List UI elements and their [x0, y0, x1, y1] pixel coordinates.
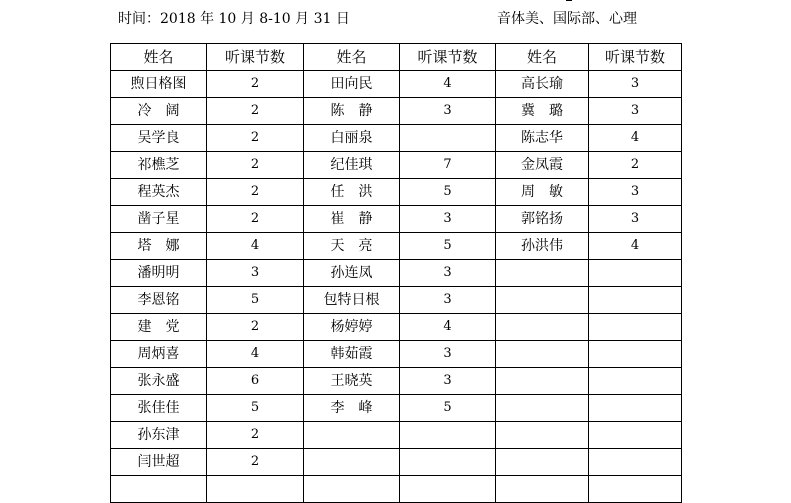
teacher-name-cell: 白丽泉: [304, 125, 400, 152]
lesson-count-cell: 2: [207, 125, 304, 152]
lesson-count-cell: 7: [400, 152, 496, 179]
teacher-name-cell: 杨婷婷: [304, 314, 400, 341]
teacher-name-cell: [496, 395, 589, 422]
lesson-count-cell: [589, 287, 682, 314]
teacher-name-cell: 李 峰: [304, 395, 400, 422]
teacher-name-cell: 张永盛: [111, 368, 207, 395]
lesson-count-cell: 4: [207, 233, 304, 260]
lesson-count-cell: [589, 449, 682, 476]
table-row: [111, 152, 682, 179]
lesson-count-cell: 5: [400, 395, 496, 422]
lesson-count-cell: [400, 449, 496, 476]
teacher-name-cell: [496, 260, 589, 287]
teacher-name-cell: 王晓英: [304, 368, 400, 395]
teacher-name-cell: [304, 449, 400, 476]
teacher-name-cell: 冀 璐: [496, 98, 589, 125]
teacher-name-cell: 吴学良: [111, 125, 207, 152]
lesson-count-cell: 3: [589, 206, 682, 233]
teacher-name-cell: 崔 静: [304, 206, 400, 233]
lesson-count-cell: 3: [589, 179, 682, 206]
lesson-count-cell: 3: [400, 368, 496, 395]
lesson-count-cell: 5: [207, 395, 304, 422]
teacher-name-cell: 陈 静: [304, 98, 400, 125]
date-range: 时间：2018 年 10 月 8-10 月 31 日: [118, 11, 350, 27]
teacher-name-cell: 陈志华: [496, 125, 589, 152]
lesson-count-cell: 4: [589, 233, 682, 260]
table-row: [111, 314, 682, 341]
lesson-count-cell: 3: [207, 260, 304, 287]
lesson-count-cell: [589, 395, 682, 422]
lesson-count-cell: 2: [207, 98, 304, 125]
lesson-count-cell: 4: [400, 314, 496, 341]
lesson-count-cell: [589, 422, 682, 449]
teacher-name-cell: 煦日格图: [111, 71, 207, 98]
teacher-name-cell: 天 亮: [304, 233, 400, 260]
teacher-name-cell: 凿子星: [111, 206, 207, 233]
table-row: [111, 206, 682, 233]
teacher-name-cell: 高长瑜: [496, 71, 589, 98]
teacher-name-cell: 张佳佳: [111, 395, 207, 422]
lesson-count-cell: 2: [207, 314, 304, 341]
lesson-count-cell: [589, 341, 682, 368]
teacher-name-cell: [496, 422, 589, 449]
table-row: [111, 395, 682, 422]
document-header: [118, 8, 678, 30]
lesson-count-cell: [589, 260, 682, 287]
lesson-count-cell: 5: [207, 287, 304, 314]
table-header-row: [111, 44, 682, 71]
table-row: [111, 368, 682, 395]
lesson-count-cell: 2: [207, 449, 304, 476]
teacher-name-cell: 冷 阔: [111, 98, 207, 125]
teacher-name-cell: 任 洪: [304, 179, 400, 206]
column-header-name: 姓名: [304, 44, 400, 71]
lesson-count-cell: 2: [207, 422, 304, 449]
teacher-name-cell: 包特日根: [304, 287, 400, 314]
table-row: [111, 179, 682, 206]
table-row: [111, 260, 682, 287]
column-header-name: 姓名: [496, 44, 589, 71]
teacher-name-cell: 李恩铭: [111, 287, 207, 314]
lesson-count-cell: 3: [400, 206, 496, 233]
lesson-count-cell: 3: [400, 98, 496, 125]
teacher-name-cell: [496, 287, 589, 314]
teacher-name-cell: 周 敏: [496, 179, 589, 206]
teacher-name-cell: [496, 341, 589, 368]
lesson-count-cell: 3: [589, 71, 682, 98]
lesson-count-cell: 3: [400, 341, 496, 368]
lesson-count-cell: 6: [207, 368, 304, 395]
teacher-name-cell: [496, 449, 589, 476]
table-row: [111, 449, 682, 476]
header-fragment-mark: [566, 0, 572, 4]
table-row: [111, 422, 682, 449]
lesson-count-cell: 2: [207, 152, 304, 179]
lesson-count-cell: 2: [207, 179, 304, 206]
column-header-count: 听课节数: [589, 44, 682, 71]
column-header-count: 听课节数: [207, 44, 304, 71]
lesson-count-cell: [589, 314, 682, 341]
teacher-name-cell: 孙东津: [111, 422, 207, 449]
lesson-count-cell: 2: [207, 71, 304, 98]
attendance-table: [110, 43, 682, 503]
table-row: [111, 71, 682, 98]
lesson-count-cell: 3: [400, 287, 496, 314]
teacher-name-cell: 孙洪伟: [496, 233, 589, 260]
teacher-name-cell: 纪佳琪: [304, 152, 400, 179]
lesson-count-cell: 2: [207, 206, 304, 233]
table-row: [111, 125, 682, 152]
lesson-count-cell: [400, 422, 496, 449]
teacher-name-cell: 塔 娜: [111, 233, 207, 260]
column-header-count: 听课节数: [400, 44, 496, 71]
table-row: [111, 98, 682, 125]
teacher-name-cell: 郭铭扬: [496, 206, 589, 233]
lesson-count-cell: 4: [207, 341, 304, 368]
lesson-count-cell: 4: [589, 125, 682, 152]
table-row: [111, 287, 682, 314]
lesson-count-cell: [589, 368, 682, 395]
column-header-name: 姓名: [111, 44, 207, 71]
lesson-count-cell: 5: [400, 179, 496, 206]
teacher-name-cell: [304, 422, 400, 449]
teacher-name-cell: 孙连凤: [304, 260, 400, 287]
teacher-name-cell: 潘明明: [111, 260, 207, 287]
teacher-name-cell: 周炳喜: [111, 341, 207, 368]
teacher-name-cell: 祁樵芝: [111, 152, 207, 179]
department-list: 音体美、国际部、心理: [497, 11, 637, 27]
table-row: [111, 341, 682, 368]
teacher-name-cell: 田向民: [304, 71, 400, 98]
teacher-name-cell: 金凤霞: [496, 152, 589, 179]
lesson-count-cell: 4: [400, 71, 496, 98]
lesson-count-cell: [400, 125, 496, 152]
teacher-name-cell: 程英杰: [111, 179, 207, 206]
teacher-name-cell: 闫世超: [111, 449, 207, 476]
teacher-name-cell: 韩茹霞: [304, 341, 400, 368]
lesson-count-cell: 3: [400, 260, 496, 287]
lesson-count-cell: 2: [589, 152, 682, 179]
teacher-name-cell: [496, 368, 589, 395]
teacher-name-cell: [496, 314, 589, 341]
lesson-count-cell: 3: [589, 98, 682, 125]
teacher-name-cell: 建 党: [111, 314, 207, 341]
table-row: [111, 233, 682, 260]
lesson-count-cell: 5: [400, 233, 496, 260]
